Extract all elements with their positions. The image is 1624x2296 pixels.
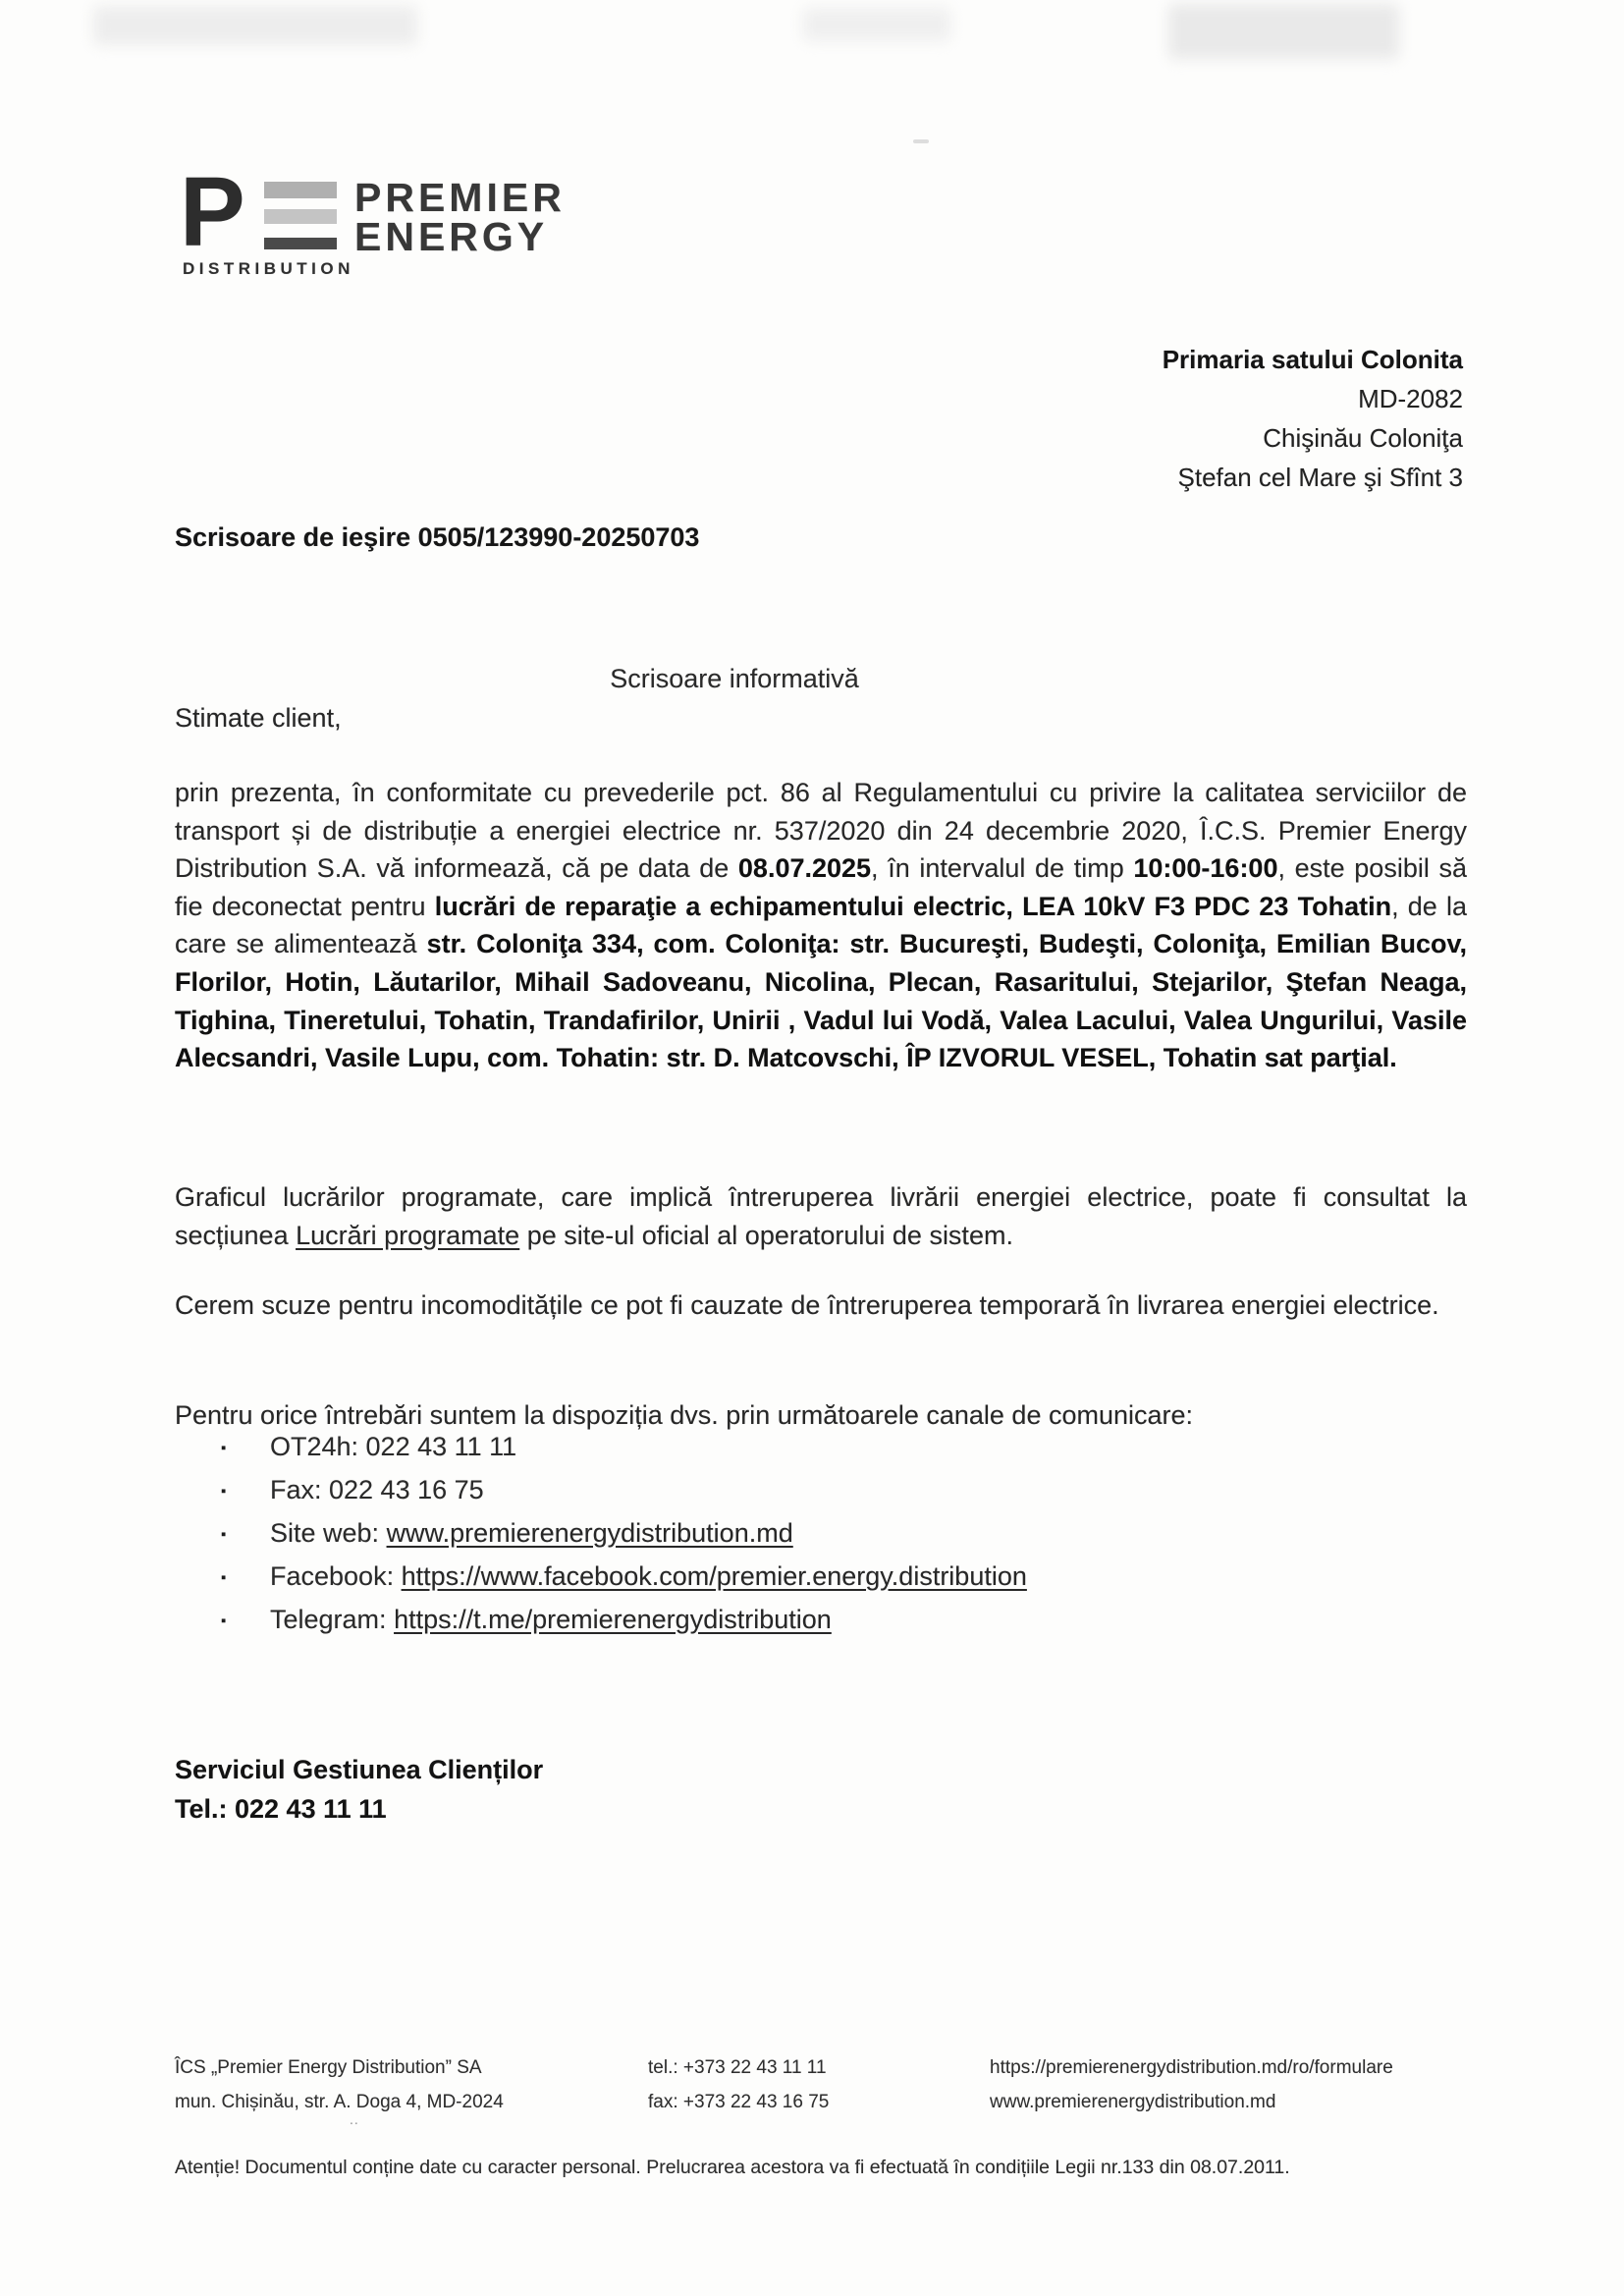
paragraph-apology: Cerem scuze pentru incomoditățile ce pot fi cauzate de întreruperea temporară în livrarea energiei electrice. [175, 1290, 1439, 1320]
recipient-city: Chişinău Coloniţa [1263, 423, 1463, 453]
paragraph-text: pe site-ul oficial al operatorului de sistem. [519, 1220, 1013, 1250]
website-label: Site web: [270, 1518, 387, 1548]
paragraph-contact-intro: Pentru orice întrebări suntem la dispoziția dvs. prin următoarele canale de comunicare: [175, 1400, 1194, 1430]
outage-date: 08.07.2025 [737, 853, 872, 884]
paragraph-text: , în intervalul de timp [871, 853, 1134, 884]
salutation: Stimate client, [175, 703, 342, 733]
website-link[interactable]: www.premierenergydistribution.md [386, 1518, 793, 1548]
logo-bar-bottom [264, 238, 337, 249]
footer-site-url: www.premierenergydistribution.md [990, 2092, 1276, 2112]
personal-data-notice: Atenție! Documentul conține date cu caracter personal. Prelucrarea acestora va fi efectuată în condițiile Legii nr.133 din 08.07.2011. [175, 2157, 1290, 2178]
telegram-link[interactable]: https://t.me/premierenergydistribution [394, 1605, 832, 1634]
scan-artifact: .. [350, 2111, 359, 2127]
footer-tel: tel.: +373 22 43 11 11 [648, 2057, 827, 2078]
facebook-label: Facebook: [270, 1561, 402, 1591]
letter-reference-number: Scrisoare de ieşire 0505/123990-20250703 [175, 522, 700, 552]
scan-artifact [803, 8, 950, 41]
footer-forms-url: https://premierenergydistribution.md/ro/formulare [990, 2057, 1393, 2078]
signature-department: Serviciul Gestiunea Clienților [175, 1755, 544, 1784]
letter-title: Scrisoare informativă [610, 664, 859, 693]
affected-streets-list: str. Coloniţa 334, com. Coloniţa: str. Bucureşti, Budeşti, Coloniţa, Emilian Bucov, Florilor, Hotin, Lăutarilor, Mihail Sadoveanu, Nicolina, Plecan, Rasaritului, Stejarilor, Ştefan Neaga, Tighina, Tineretului, Tohatin, Trandafirilor, Unirii , Vadul lui Vodă, Valea Lacului, Valea Ungurilui, Vasile Alecsandri, Vasile Lupu, com. Tohatin: str. D. Matcovschi, ÎP IZVORUL VESEL, Tohatin sat parţial. [175, 929, 1467, 1073]
phone-ot24h: OT24h: 022 43 11 11 [270, 1432, 517, 1461]
square-bullet-icon: ▪ [221, 1483, 227, 1500]
scan-artifact [1168, 4, 1399, 59]
logo-word-premier: PREMIER [354, 175, 566, 220]
recipient-street: Ştefan cel Mare şi Sfînt 3 [1177, 463, 1463, 492]
company-logo [180, 157, 641, 283]
list-item-phone [221, 1426, 1027, 1469]
footer-company-column [175, 2050, 504, 2119]
logo-letter-p: P [180, 157, 244, 267]
list-item-fax [221, 1469, 1027, 1512]
signature-phone: Tel.: 022 43 11 11 [175, 1794, 387, 1824]
paragraph-text: , este posibil să fie deconectat pentru [175, 853, 1467, 921]
outage-time-interval: 10:00-16:00 [1133, 853, 1278, 884]
planned-works-link[interactable]: Lucrări programate [296, 1220, 520, 1250]
signature-block [175, 1750, 543, 1829]
facebook-link[interactable]: https://www.facebook.com/premier.energy.distribution [401, 1561, 1027, 1591]
paragraph-text: Graficul lucrărilor programate, care implică întreruperea livrării energiei electrice, poate fi consultat la secțiunea [175, 1182, 1467, 1250]
square-bullet-icon: ▪ [221, 1613, 227, 1629]
scan-artifact [913, 139, 929, 143]
paragraph-text: prin prezenta, în conformitate cu prevederile pct. 86 al Regulamentului cu privire la calitatea serviciilor de transport și de distribuție a energiei electrice nr. 537/2020 din 24 decembrie 2020, Î.C.S. Premier Energy Distribution S.A. vă informează, că pe data de [175, 778, 1467, 884]
telegram-label: Telegram: [270, 1605, 395, 1634]
recipient-address [1163, 340, 1463, 497]
logo-subtitle-distribution: DISTRIBUTION [183, 259, 354, 278]
logo-word-energy: ENERGY [354, 214, 549, 259]
footer-fax: fax: +373 22 43 16 75 [648, 2092, 830, 2112]
contact-channels-list [221, 1426, 1027, 1642]
square-bullet-icon: ▪ [221, 1569, 227, 1586]
square-bullet-icon: ▪ [221, 1526, 227, 1543]
square-bullet-icon: ▪ [221, 1440, 227, 1456]
paragraph-outage-details [175, 774, 1467, 1077]
outage-reason: lucrări de reparaţie a echipamentului electric, LEA 10kV F3 PDC 23 Tohatin [434, 891, 1392, 921]
list-item-telegram [221, 1599, 1027, 1642]
footer-web-column [990, 2050, 1393, 2119]
list-item-facebook [221, 1556, 1027, 1599]
fax-number: Fax: 022 43 16 75 [270, 1475, 484, 1504]
recipient-postal-code: MD-2082 [1358, 384, 1463, 413]
list-item-website [221, 1512, 1027, 1556]
paragraph-text: , de la care se alimentează [175, 891, 1467, 959]
logo-bar-middle [264, 209, 337, 224]
footer-company-address: mun. Chișinău, str. A. Doga 4, MD-2024 [175, 2092, 504, 2112]
paragraph-schedule-info [175, 1178, 1467, 1254]
recipient-name: Primaria satului Colonita [1162, 345, 1463, 374]
footer-phones-column [648, 2050, 829, 2119]
footer-company-name: ÎCS „Premier Energy Distribution” SA [175, 2057, 482, 2078]
scan-artifact [93, 6, 417, 45]
logo-bar-top [264, 182, 337, 198]
